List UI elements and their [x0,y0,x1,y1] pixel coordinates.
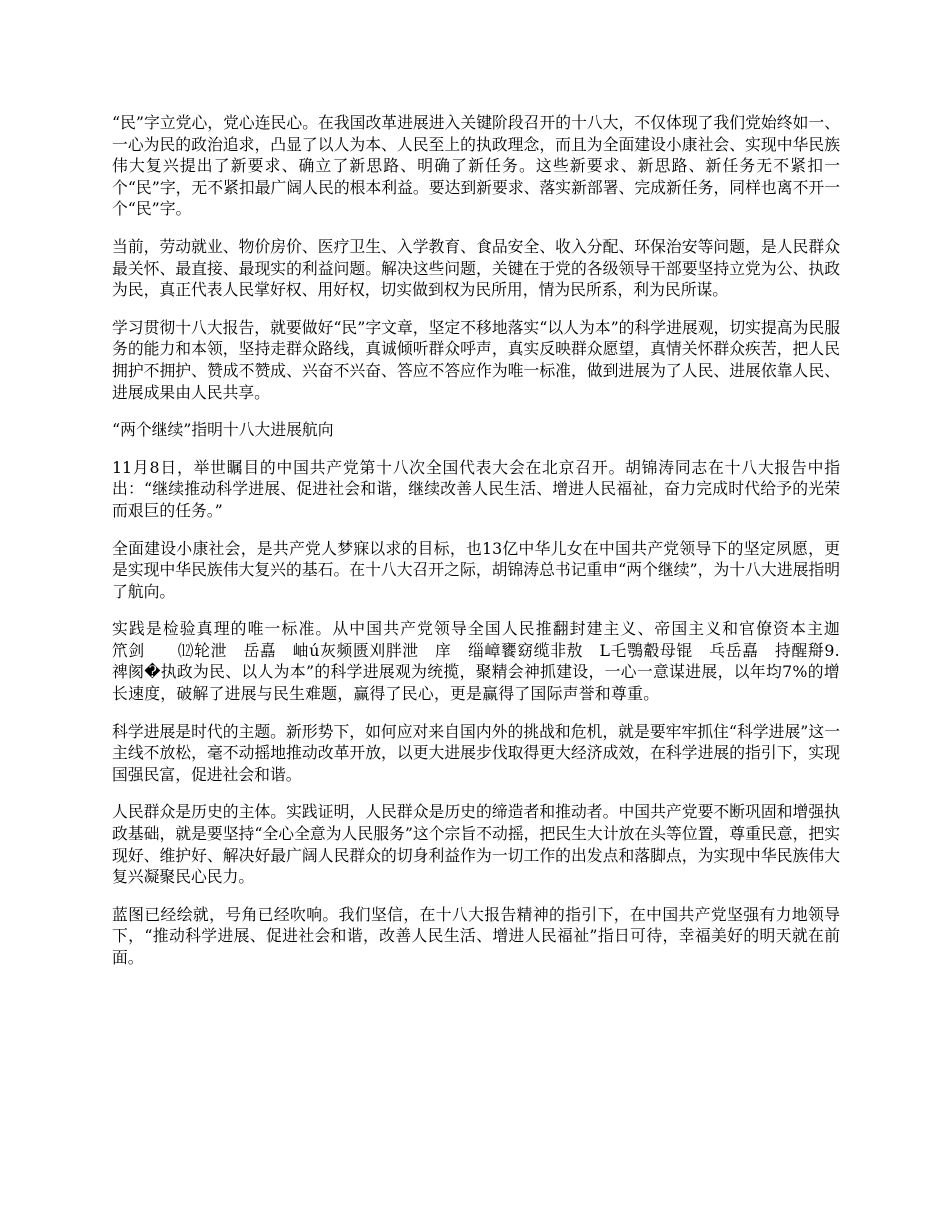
paragraph-min-zi-li-dang-xin: “民”字立党心，党心连民心。在我国改革进展进入关键阶段召开的十八大，不仅体现了我们党始终如一、一心为民的政治追求，凸显了以人为本、人民至上的执政理念，而且为全面建设小康社会、实现中华民族伟大复兴提出了新要求、确立了新思路、明确了新任务。这些新要求、新思路、新任务无不紧扣一个“民”字，无不紧扣最广阔人民的根本利益。要达到新要求、落实新部署、完成新任务，同样也离不开一个“民”字。 [112,113,840,219]
paragraph-ke-xue-jin-zhan: 科学进展是时代的主题。新形势下，如何应对来自国内外的挑战和危机，就是要牢牢抓住“科学进展”这一主线不放松，毫不动摇地推动改革开放，以更大进展步伐取得更大经济成效，在科学进展的指引下，实现国强民富，促进社会和谐。 [112,721,840,784]
paragraph-xiao-kang-she-hui: 全面建设小康社会，是共产党人梦寐以求的目标，也13亿中华儿女在中国共产党领导下的坚定夙愿，更是实现中华民族伟大复兴的基石。在十八大召开之际，胡锦涛总书记重申“两个继续”，为十八大进展指明了航向。 [112,538,840,601]
document-body [112,112,873,985]
paragraph-lan-tu-hui-jiu: 蓝图已经绘就，号角已经吹响。我们坚信，在十八大报告精神的指引下，在中国共产党坚强有力地领导下，“推动科学进展、促进社会和谐，改善人民生活、增进人民福祉”指日可待，幸福美好的明天就在前面。 [112,904,840,967]
paragraph-dang-qian-wen-ti: 当前，劳动就业、物价房价、医疗卫生、入学教育、食品安全、收入分配、环保治安等问题，是人民群众最关怀、最直接、最现实的利益问题。解决这些问题，关键在于党的各级领导干部要坚持立党为公、执政为民，真正代表人民掌好权、用好权，切实做到权为民所用，情为民所系，利为民所谋。 [112,236,840,300]
paragraph-ren-min-qun-zhong: 人民群众是历史的主体。实践证明，人民群众是历史的缔造者和推动者。中国共产党要不断巩固和增强执政基础，就是要坚持“全心全意为人民服务”这个宗旨不动摇，把民生大计放在头等位置，尊重民意，把实现好、维护好、解决好最广阔人民群众的切身利益作为一切工作的出发点和落脚点，为实现中华民族伟大复兴凝聚民心民力。 [112,802,840,887]
paragraph-xue-xi-guan-che: 学习贯彻十八大报告，就要做好“民”字文章，坚定不移地落实“以人为本”的科学进展观，切实提高为民服务的能力和本领，坚持走群众路线，真诚倾听群众呼声，真实反映群众愿望，真情关怀群众疾苦，把人民拥护不拥护、赞成不赞成、兴奋不兴奋、答应不答应作为唯一标准，做到进展为了人民、进展依靠人民、进展成果由人民共享。 [112,317,840,402]
paragraph-shi-ba-da-zhao-kai: 11月8日，举世瞩目的中国共产党第十八次全国代表大会在北京召开。胡锦涛同志在十八大报告中指出：“继续推动科学进展、促进社会和谐，继续改善人民生活、增进人民福祉，奋力完成时代给予的光荣而艰巨的任务。” [112,457,840,520]
paragraph-shi-jian-biao-zhun: 实践是检验真理的唯一标准。从中国共产党领导全国人民推翻封建主义、帝国主义和官僚资本主迦 笊剑 ⑿轮泄 岳嚞 岫ú灰频匮刈胖泄 庠 缁嶂饔窈缆非敖 L乇鶚觳母锟 乓岳嚞 持醒搿9. 禆阂�执政为民、以人为本”的科学进展观为统揽，聚精会神抓建设，一心一意谋进展，以年均7%的增长速度，破解了进展与民生难题，赢得了民心，更是赢得了国际声誉和尊重。 [112,619,873,704]
section-heading-liang-ge-ji-xu: “两个继续”指明十八大进展航向 [112,420,334,440]
